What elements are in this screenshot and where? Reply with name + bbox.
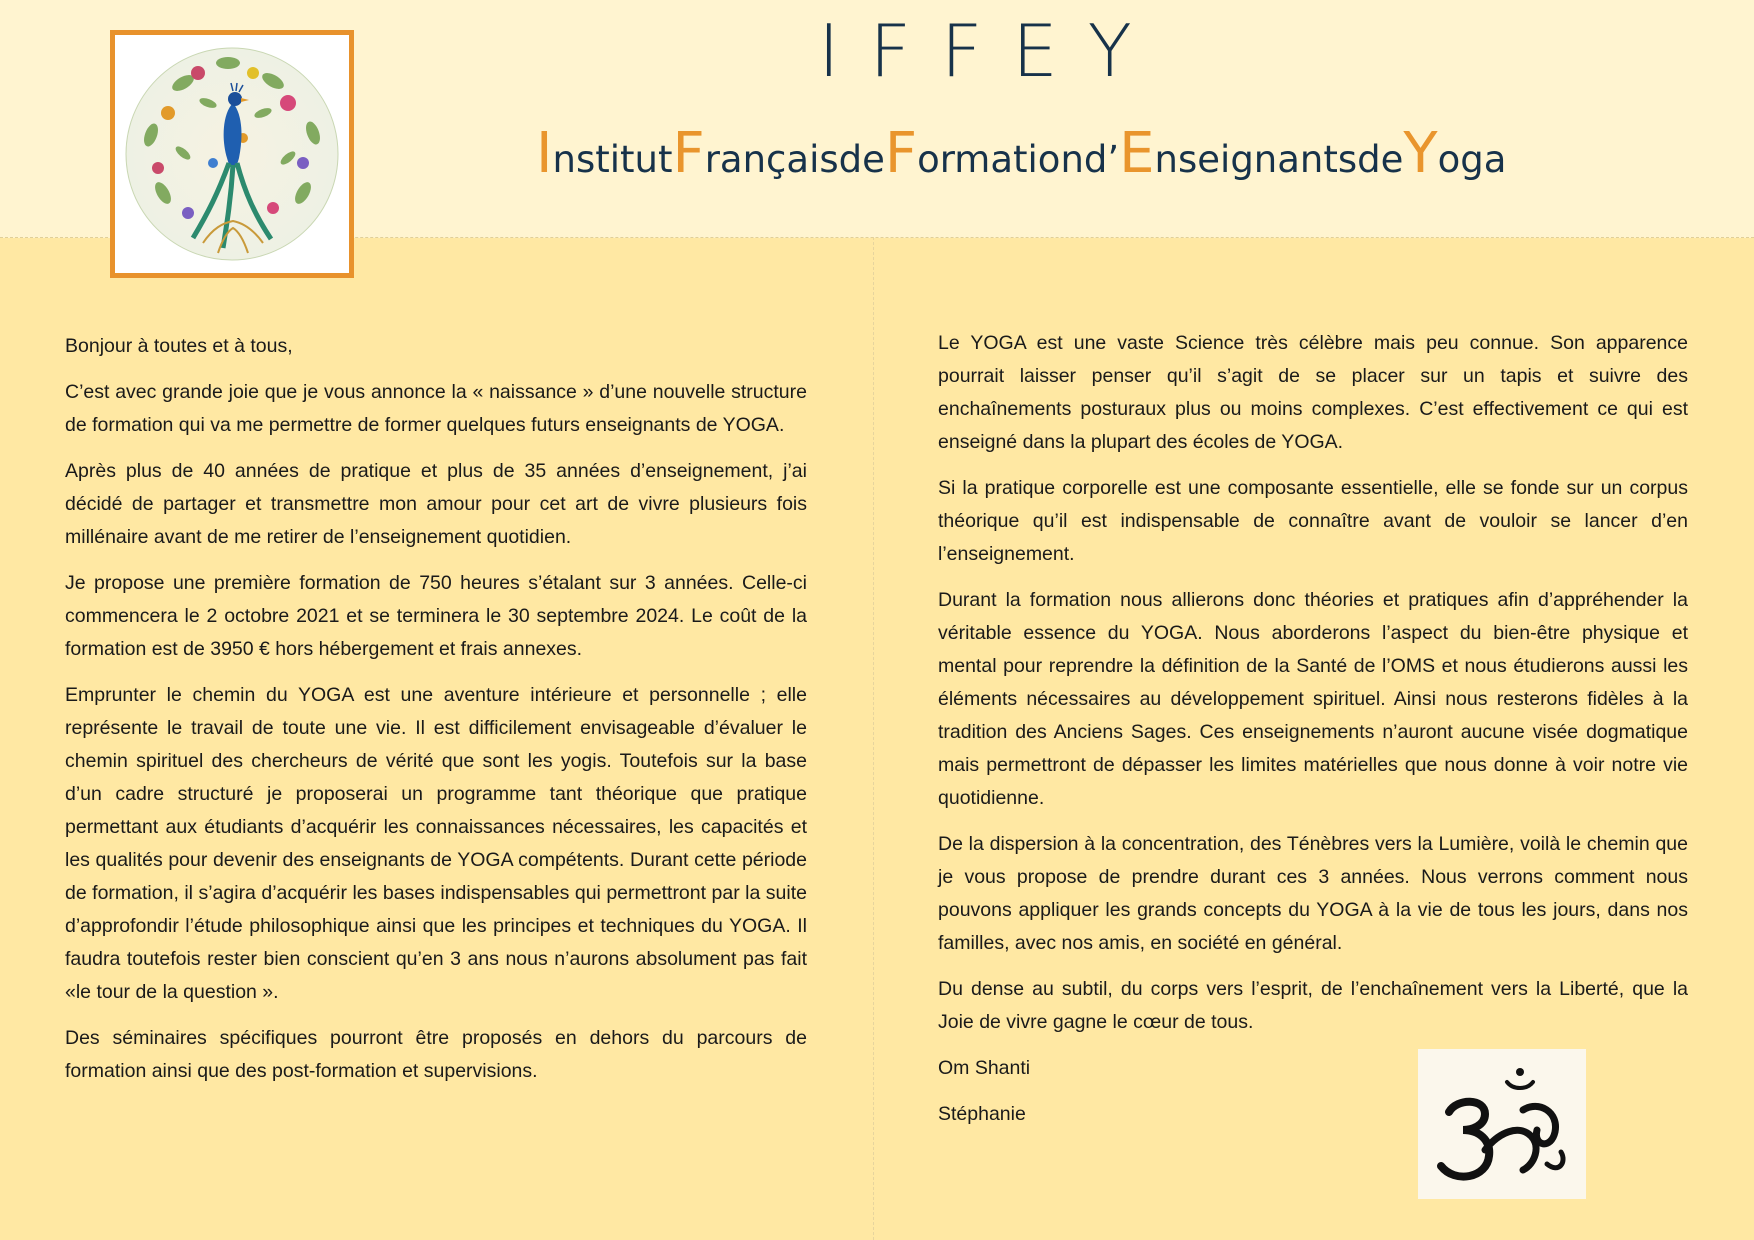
left-column (65, 330, 807, 1101)
subtitle-word: d’Enseignants (1083, 121, 1358, 186)
om-symbol-icon (1427, 1054, 1577, 1194)
body-paragraph: Après plus de 40 années de pratique et plus de 35 années d’enseignement, j’ai décidé de partager et transmettre mon amour pour cet art de vivre plusieurs fois millénaire avant de me retirer de l’enseignement quotidien. (65, 460, 807, 548)
subtitle-word: de (1357, 138, 1404, 181)
signature-name: Stéphanie (938, 1103, 1026, 1125)
subtitle-word: Institut (536, 121, 673, 186)
body-paragraph: De la dispersion à la concentration, des Ténèbres vers la Lumière, voilà le chemin que je vous propose de prendre durant ces 3 années. Nous verrons comment nous pouvons appliquer les grands concepts du YOGA à la vie de tous les jours, dans nos familles, avec nos amis, en société en général. (938, 833, 1688, 954)
body-paragraph: Je propose une première formation de 750 heures s’étalant sur 3 années. Celle-ci commencera le 2 octobre 2021 et se terminera le 30 septembre 2024. Le coût de la formation est de 3950 € hors hébergement et frais annexes. (65, 572, 807, 660)
right-column (938, 327, 1688, 1144)
subtitle-word: Yoga (1403, 121, 1507, 186)
body-paragraph: Du dense au subtil, du corps vers l’esprit, de l’enchaînement vers la Liberté, que la Joie de vivre gagne le cœur de tous. (938, 978, 1688, 1033)
institute-full-name (536, 120, 1507, 190)
body-paragraph: Durant la formation nous allierons donc théories et pratiques afin d’appréhender la véritable essence du YOGA. Nous aborderons l’aspect du bien-être physique et mental pour reprendre la définition de la Santé de l’OMS et nous étudierons aussi les éléments nécessaires au développement spirituel. Ainsi nous resterons fidèles à la tradition des Anciens Sages. Ces enseignements n’auront aucune visée dogmatique mais permettront de dépasser les limites matérielles que nous donne à voir notre vie quotidienne. (938, 589, 1688, 809)
subtitle-word: de (838, 138, 885, 181)
greeting-paragraph: Bonjour à toutes et à tous, (65, 335, 293, 357)
peacock-tree-icon (123, 43, 341, 265)
acronym-title: IFFEY (818, 9, 1162, 93)
body-paragraph: Emprunter le chemin du YOGA est une aventure intérieure et personnelle ; elle représente le travail de toute une vie. Il est difficilement envisageable d’évaluer le chemin spirituel des chercheurs de vérité que sont les yogis. Toutefois sur la base d’un cadre structuré je proposerai un programme tant théorique que pratique permettant aux étudiants d’acquérir les connaissances nécessaires, les capacités et les qualités pour devenir des enseignants de YOGA compétents. Durant cette période de formation, il s’agira d’acquérir les bases indispensables qui permettront par la suite d’approfondir l’étude philosophique ainsi que les principes et techniques du YOGA. Il faudra toutefois rester bien conscient qu’en 3 ans nous n’aurons absolument pas fait «le tour de la question ». (65, 684, 807, 1003)
subtitle-word: Français (672, 121, 839, 186)
body-paragraph: Si la pratique corporelle est une composante essentielle, elle se fonde sur un corpus théorique qu’il est indispensable de connaître avant de vouloir se lancer d’en l’enseignement. (938, 477, 1688, 565)
body-paragraph: Le YOGA est une vaste Science très célèbre mais peu connue. Son apparence pourrait laisser penser qu’il s’agit de se placer sur un tapis et suivre des enchaînements posturaux plus ou moins complexes. C’est effectivement ce qui est enseigné dans la plupart des écoles de YOGA. (938, 332, 1688, 453)
body-paragraph: C’est avec grande joie que je vous annonce la « naissance » d’une nouvelle structure de formation qui va me permettre de former quelques futurs enseignants de YOGA. (65, 381, 807, 436)
column-divider (873, 237, 874, 1240)
subtitle-word: Formation (884, 121, 1084, 186)
body-paragraph: Des séminaires spécifiques pourront être proposés en dehors du parcours de formation ainsi que des post-formation et supervisions. (65, 1027, 807, 1082)
closing-text: Om Shanti (938, 1057, 1031, 1079)
om-symbol-image (1418, 1049, 1586, 1199)
logo-image (110, 30, 354, 278)
